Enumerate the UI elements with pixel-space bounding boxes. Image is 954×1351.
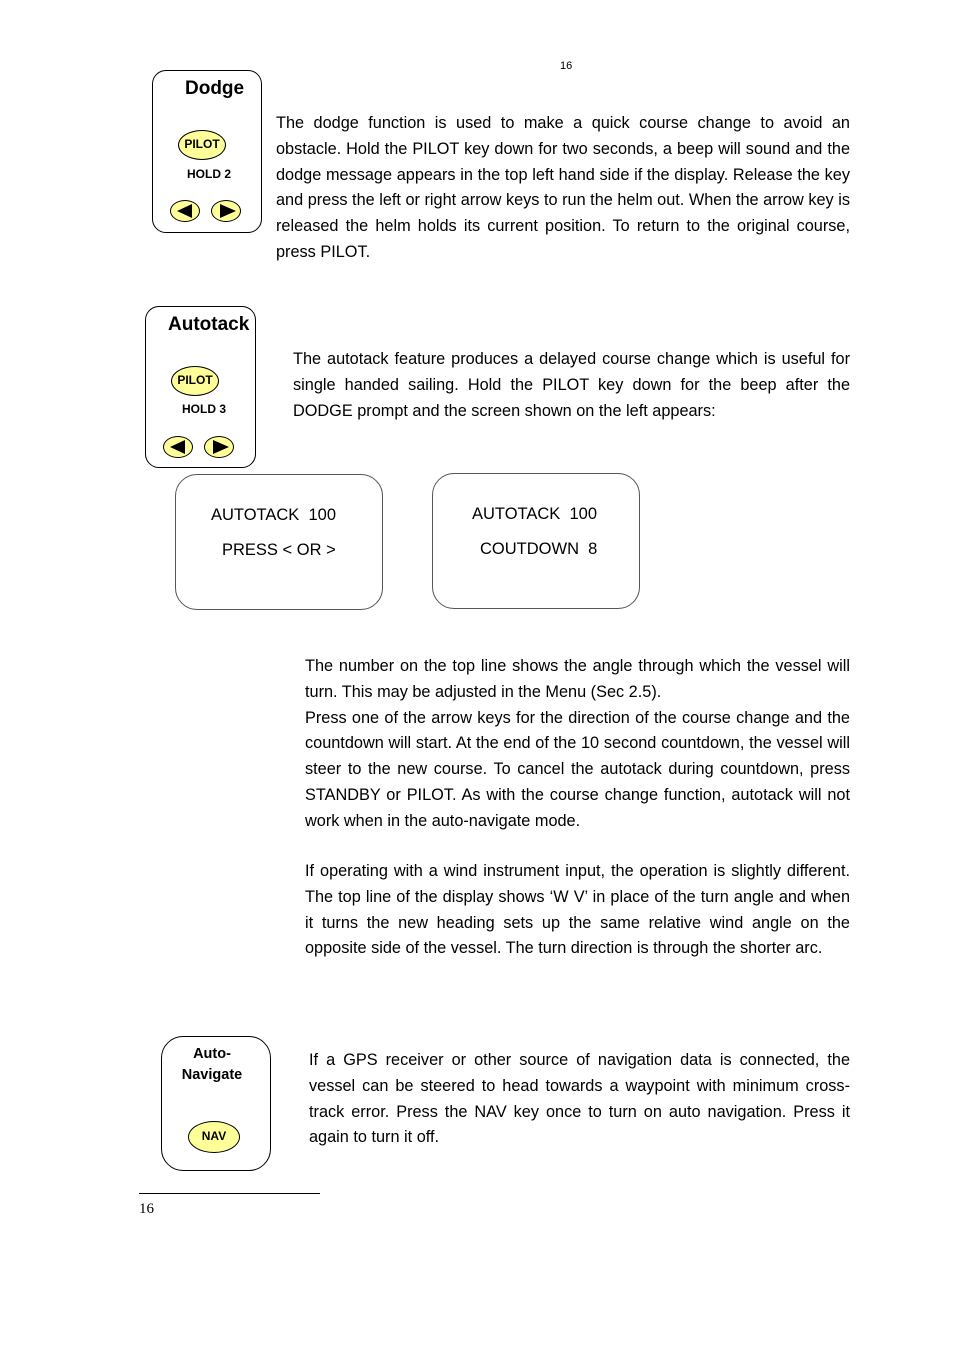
screen-prompt-line1: AUTOTACK 100 <box>211 506 337 524</box>
right-arrow-icon <box>212 201 242 223</box>
screen-countdown-line1: AUTOTACK 100 <box>472 505 598 523</box>
dodge-right-arrow-key[interactable] <box>211 200 241 222</box>
left-arrow-icon <box>171 201 201 223</box>
footer-page-number: 16 <box>139 1201 154 1217</box>
autotack-right-arrow-key[interactable] <box>204 436 234 458</box>
dodge-pilot-key[interactable]: PILOT <box>178 130 226 160</box>
dodge-key-panel <box>152 70 262 233</box>
autotack-screen-prompt <box>175 474 383 610</box>
screen-prompt-line2: PRESS < OR > <box>222 541 336 559</box>
autonav-key-panel <box>161 1036 271 1171</box>
autotack-key-panel <box>145 306 256 468</box>
autotack-pilot-key[interactable]: PILOT <box>171 366 219 396</box>
dodge-hold-label: HOLD 2 <box>187 167 232 181</box>
dodge-text: The dodge function is used to make a quick course change to avoid an obstacle. Hold the PILOT key down for two seconds, a beep will sound and the dodge message appears in the top left hand side if the display. Release the key and press the left or right arrow keys to run the helm out. When the arrow key is released the helm holds its current position. To return to the original course, press PILOT. <box>276 114 850 261</box>
autotack-text: The autotack feature produces a delayed course change which is useful for single handed sailing. Hold the PILOT key down for the beep after the DODGE prompt and the screen shown on the left appears: <box>293 350 850 420</box>
autotack-hold-label: HOLD 3 <box>182 402 227 416</box>
autonav-title <box>162 1044 262 1086</box>
footer-rule <box>139 1193 320 1194</box>
autotack-number-paragraph: The number on the top line shows the angle through which the vessel will turn. This may be adjusted in the Menu (Sec 2.5). <box>305 657 850 701</box>
dodge-description <box>276 111 850 266</box>
autonav-nav-key[interactable]: NAV <box>188 1121 240 1153</box>
screen-countdown-line2: COUTDOWN 8 <box>480 540 598 558</box>
header-page-number: 16 <box>560 60 573 72</box>
left-arrow-icon <box>164 437 194 459</box>
autotack-details <box>305 654 850 835</box>
autotack-title: Autotack <box>168 314 250 335</box>
autonav-title-line2: Navigate <box>181 1067 243 1083</box>
autonav-title-line1: Auto- <box>193 1046 231 1062</box>
autotack-left-arrow-key[interactable] <box>163 436 193 458</box>
autonav-description <box>309 1048 850 1151</box>
autotack-description <box>293 347 850 424</box>
autotack-press-paragraph: Press one of the arrow keys for the direction of the course change and the countdown will start. At the end of the 10 second countdown, the vessel will steer to the new course. To cancel the autotack during countdown, press STANDBY or PILOT. As with the course change function, autotack will not work when in the auto-navigate mode. <box>305 708 850 830</box>
autonav-text: If a GPS receiver or other source of navigation data is connected, the vessel can be steered to head towards a waypoint with minimum cross-track error. Press the NAV key once to turn on auto navigation. Press it again to turn it off. <box>309 1051 850 1147</box>
dodge-left-arrow-key[interactable] <box>170 200 200 222</box>
autotack-wind-paragraph: If operating with a wind instrument input, the operation is slightly different. The top line of the display shows ‘W V’ in place of the turn angle and when it turns the new heading sets up the same relative wind angle on the opposite side of the vessel. The turn direction is through the shorter arc. <box>305 862 850 958</box>
right-arrow-icon <box>205 437 235 459</box>
autotack-wind-description <box>305 859 850 962</box>
autotack-screen-countdown <box>432 473 640 609</box>
dodge-title: Dodge <box>185 78 245 99</box>
